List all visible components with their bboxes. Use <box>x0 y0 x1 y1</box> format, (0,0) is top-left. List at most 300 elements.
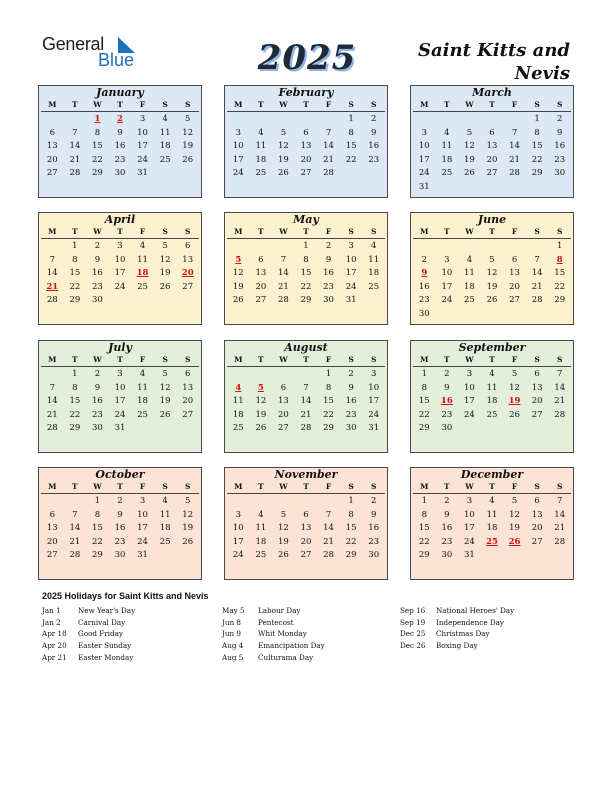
day-cell: 25 <box>159 536 171 547</box>
day-cell: 3 <box>421 127 427 138</box>
day-cell: 4 <box>466 254 473 265</box>
day-cell: 20 <box>300 536 312 547</box>
day-cell: 4 <box>258 127 264 138</box>
weekday-label: W <box>93 355 102 364</box>
day-cell: 21 <box>300 409 312 420</box>
holiday-row <box>42 640 135 652</box>
day-cell: 31 <box>418 181 430 192</box>
weekday-label: M <box>420 482 429 491</box>
day-cell: 14 <box>46 396 58 407</box>
day-cell: 5 <box>489 254 495 265</box>
day-cell: 20 <box>46 536 58 547</box>
country-title <box>370 39 570 85</box>
day-cell: 20 <box>531 396 543 407</box>
holiday-row <box>400 605 514 617</box>
day-cell: 15 <box>323 396 334 407</box>
day-grid <box>41 368 199 436</box>
weekday-label: M <box>234 227 243 236</box>
day-cell: 4 <box>162 496 168 506</box>
day-cell: 8 <box>534 127 540 138</box>
day-cell: 30 <box>368 550 380 561</box>
weekday-label: S <box>370 355 377 364</box>
weekday-header <box>41 226 199 239</box>
day-cell: 11 <box>159 127 171 138</box>
day-cell: 7 <box>49 382 55 393</box>
day-cell: 24 <box>345 281 357 292</box>
holiday-name: Good Friday <box>78 629 123 639</box>
day-cell: 8 <box>325 382 332 393</box>
day-cell: 11 <box>486 382 498 393</box>
holiday-date: Jun 8 <box>222 617 241 627</box>
empty-day-cell <box>436 113 459 127</box>
weekday-header <box>413 226 571 239</box>
holiday-name: Easter Sunday <box>78 641 132 651</box>
holiday-day-cell: 26 <box>508 536 521 547</box>
empty-day-cell <box>503 113 526 127</box>
weekday-header <box>413 99 571 112</box>
weekday-header <box>413 354 571 367</box>
day-cell: 5 <box>184 114 191 124</box>
day-cell: 15 <box>92 141 103 152</box>
holiday-day-cell: 9 <box>421 268 428 279</box>
day-cell: 8 <box>94 127 101 138</box>
weekday-label: S <box>162 482 168 491</box>
month-february <box>224 85 388 198</box>
day-cell: 2 <box>94 241 101 251</box>
day-cell: 19 <box>278 154 289 165</box>
day-cell: 1 <box>325 369 332 379</box>
day-cell: 19 <box>182 523 194 534</box>
holiday-name: New Year's Day <box>78 606 136 615</box>
day-cell: 31 <box>137 550 148 561</box>
day-cell: 12 <box>486 268 498 279</box>
day-cell: 20 <box>300 154 312 165</box>
day-cell: 30 <box>345 423 357 434</box>
day-cell: 22 <box>418 536 430 547</box>
day-cell: 11 <box>486 509 498 520</box>
month-name: June <box>477 213 507 226</box>
weekday-label: T <box>444 482 450 491</box>
day-cell: 5 <box>184 496 191 506</box>
month-name: February <box>278 86 334 99</box>
month-december <box>410 467 574 580</box>
day-cell: 1 <box>421 369 427 379</box>
weekday-label: T <box>444 227 450 236</box>
day-cell: 23 <box>323 281 334 292</box>
day-cell: 27 <box>300 550 312 561</box>
weekday-label: W <box>465 227 474 236</box>
day-cell: 12 <box>509 382 520 393</box>
day-cell: 25 <box>159 154 171 165</box>
day-cell: 16 <box>114 141 126 152</box>
month-name: April <box>104 213 136 226</box>
holiday-day-cell: 8 <box>556 254 563 265</box>
day-cell: 5 <box>511 369 518 379</box>
day-cell: 13 <box>531 509 543 520</box>
weekday-label: T <box>72 482 78 491</box>
day-grid <box>227 240 385 308</box>
day-cell: 23 <box>368 154 380 165</box>
day-cell: 19 <box>509 523 520 534</box>
holiday-date: Apr 21 <box>42 652 67 662</box>
weekday-label: F <box>511 482 518 491</box>
weekday-header <box>227 481 385 494</box>
day-cell: 14 <box>323 523 334 534</box>
holiday-name: National Heroes' Day <box>436 606 515 615</box>
empty-day-cell <box>250 368 273 382</box>
holiday-column <box>222 605 325 663</box>
day-cell: 26 <box>278 168 289 179</box>
weekday-label: S <box>556 100 563 109</box>
month-name: August <box>284 341 328 354</box>
day-cell: 13 <box>46 141 58 152</box>
month-name: January <box>96 86 144 99</box>
holiday-day-cell: 21 <box>46 281 59 292</box>
day-cell: 19 <box>464 154 475 165</box>
day-cell: 22 <box>92 536 103 547</box>
day-cell: 9 <box>117 509 123 520</box>
month-name: December <box>460 468 524 481</box>
day-cell: 5 <box>162 241 168 251</box>
day-cell: 20 <box>509 281 520 292</box>
day-cell: 11 <box>137 382 148 393</box>
day-cell: 6 <box>49 509 55 520</box>
brand-word-general: General <box>42 34 104 54</box>
day-cell: 22 <box>531 154 543 165</box>
weekday-label: S <box>348 355 354 364</box>
holiday-date: Jan 2 <box>42 617 61 627</box>
holiday-day-cell: 18 <box>136 268 149 279</box>
day-cell: 15 <box>418 523 430 534</box>
holiday-name: Whit Monday <box>258 629 307 639</box>
month-name: September <box>458 341 526 354</box>
day-cell: 26 <box>509 409 520 420</box>
empty-day-cell <box>227 495 250 509</box>
day-cell: 4 <box>444 127 450 138</box>
weekday-label: W <box>465 355 474 364</box>
day-cell: 2 <box>444 496 450 506</box>
day-cell: 25 <box>441 168 453 179</box>
day-cell: 26 <box>182 536 194 547</box>
day-cell: 23 <box>418 295 430 306</box>
holiday-name: Christmas Day <box>436 629 490 639</box>
day-cell: 9 <box>117 127 123 138</box>
day-cell: 9 <box>94 254 101 265</box>
month-may <box>224 212 388 325</box>
month-name: October <box>95 468 145 481</box>
day-grid <box>227 113 385 181</box>
empty-day-cell <box>272 113 295 127</box>
weekday-label: M <box>234 355 243 364</box>
month-name: March <box>472 86 512 99</box>
day-cell: 3 <box>444 254 450 265</box>
weekday-label: T <box>489 355 495 364</box>
day-cell: 4 <box>489 369 495 379</box>
weekday-label: S <box>184 227 191 236</box>
weekday-label: T <box>72 355 78 364</box>
weekday-label: T <box>117 100 123 109</box>
holiday-date: Sep 19 <box>400 617 426 627</box>
empty-day-cell <box>64 495 87 509</box>
holiday-day-cell: 19 <box>508 396 521 407</box>
day-cell: 20 <box>486 154 498 165</box>
day-cell: 23 <box>554 154 566 165</box>
day-cell: 5 <box>280 509 287 520</box>
day-cell: 10 <box>418 141 430 152</box>
day-cell: 24 <box>137 154 148 165</box>
day-cell: 24 <box>232 550 244 561</box>
weekday-label: S <box>370 482 377 491</box>
month-july <box>38 340 202 453</box>
day-cell: 26 <box>182 154 194 165</box>
day-cell: 23 <box>368 536 380 547</box>
day-cell: 24 <box>464 536 475 547</box>
day-grid <box>227 495 385 563</box>
day-cell: 18 <box>159 523 171 534</box>
day-cell: 14 <box>278 268 289 279</box>
day-cell: 30 <box>114 550 126 561</box>
day-cell: 8 <box>421 509 427 520</box>
holiday-name: Carnival Day <box>78 617 126 627</box>
day-cell: 25 <box>232 423 244 434</box>
day-cell: 31 <box>368 423 380 434</box>
day-cell: 24 <box>464 409 475 420</box>
day-cell: 29 <box>323 423 334 434</box>
holiday-name: Easter Monday <box>78 652 134 662</box>
day-cell: 10 <box>114 254 126 265</box>
day-cell: 7 <box>49 254 55 265</box>
day-cell: 12 <box>509 509 520 520</box>
day-cell: 10 <box>368 382 380 393</box>
holiday-date: Dec 25 <box>400 629 426 639</box>
weekday-label: F <box>325 227 332 236</box>
day-cell: 26 <box>159 281 171 292</box>
day-grid <box>413 113 571 195</box>
weekday-label: M <box>234 100 243 109</box>
day-cell: 13 <box>182 382 194 393</box>
day-cell: 2 <box>117 496 123 506</box>
day-cell: 1 <box>72 241 78 251</box>
day-cell: 29 <box>300 295 312 306</box>
day-cell: 1 <box>94 496 101 506</box>
day-cell: 1 <box>556 241 563 251</box>
day-cell: 13 <box>509 268 520 279</box>
empty-day-cell <box>64 113 87 127</box>
holiday-date: May 5 <box>222 606 245 615</box>
day-cell: 17 <box>345 268 357 279</box>
weekday-label: F <box>139 227 146 236</box>
day-cell: 9 <box>370 509 377 520</box>
day-cell: 17 <box>137 523 148 534</box>
day-cell: 26 <box>278 550 289 561</box>
day-cell: 13 <box>278 396 289 407</box>
day-cell: 27 <box>486 168 498 179</box>
day-cell: 6 <box>303 127 309 138</box>
holiday-row <box>42 628 135 640</box>
weekday-label: T <box>117 482 123 491</box>
weekday-label: M <box>48 355 57 364</box>
day-cell: 12 <box>464 141 475 152</box>
day-cell: 8 <box>421 382 427 393</box>
holiday-name: Labour Day <box>258 606 301 615</box>
empty-day-cell <box>295 368 318 382</box>
day-cell: 22 <box>554 281 566 292</box>
empty-day-cell <box>272 240 295 254</box>
day-cell: 22 <box>300 281 312 292</box>
day-cell: 5 <box>280 127 287 138</box>
calendar-year: 2025 <box>257 38 357 78</box>
day-cell: 28 <box>554 409 566 420</box>
day-cell: 31 <box>464 550 475 561</box>
weekday-label: T <box>444 355 450 364</box>
day-cell: 5 <box>466 127 473 138</box>
day-cell: 16 <box>114 523 126 534</box>
day-cell: 2 <box>348 369 354 379</box>
day-cell: 21 <box>323 536 334 547</box>
day-cell: 17 <box>441 281 453 292</box>
weekday-label: S <box>348 100 354 109</box>
day-cell: 13 <box>182 254 194 265</box>
day-cell: 18 <box>368 268 380 279</box>
day-cell: 28 <box>278 295 289 306</box>
empty-day-cell <box>250 240 273 254</box>
empty-day-cell <box>481 240 504 254</box>
empty-day-cell <box>458 240 481 254</box>
day-cell: 21 <box>509 154 520 165</box>
empty-day-cell <box>227 240 250 254</box>
day-cell: 27 <box>278 423 289 434</box>
day-cell: 19 <box>159 268 171 279</box>
day-cell: 19 <box>486 281 498 292</box>
day-cell: 16 <box>441 523 453 534</box>
empty-day-cell <box>436 240 459 254</box>
weekday-label: T <box>303 355 309 364</box>
day-cell: 28 <box>46 423 58 434</box>
day-cell: 10 <box>464 382 475 393</box>
day-cell: 16 <box>368 141 380 152</box>
holiday-day-cell: 1 <box>94 114 101 124</box>
day-cell: 29 <box>92 550 103 561</box>
day-cell: 27 <box>531 409 543 420</box>
day-cell: 2 <box>325 241 332 251</box>
day-cell: 22 <box>418 409 430 420</box>
weekday-label: M <box>48 227 57 236</box>
holiday-row <box>222 617 325 629</box>
day-cell: 21 <box>278 281 289 292</box>
day-cell: 19 <box>255 409 267 420</box>
day-cell: 27 <box>300 168 312 179</box>
day-cell: 22 <box>345 154 357 165</box>
day-cell: 5 <box>511 496 518 506</box>
weekday-label: S <box>184 482 191 491</box>
weekday-header <box>41 354 199 367</box>
weekday-header <box>413 481 571 494</box>
day-cell: 29 <box>418 550 430 561</box>
day-cell: 18 <box>464 281 475 292</box>
day-cell: 12 <box>159 254 171 265</box>
weekday-label: W <box>279 482 288 491</box>
day-cell: 15 <box>92 523 103 534</box>
day-cell: 10 <box>137 509 148 520</box>
day-cell: 12 <box>278 523 289 534</box>
day-cell: 18 <box>137 396 148 407</box>
day-cell: 8 <box>348 509 354 520</box>
day-cell: 25 <box>464 295 475 306</box>
day-cell: 21 <box>69 154 81 165</box>
weekday-label: S <box>162 100 168 109</box>
holiday-row <box>222 605 325 617</box>
day-cell: 3 <box>235 509 241 520</box>
weekday-label: M <box>420 227 429 236</box>
day-cell: 20 <box>531 523 543 534</box>
day-cell: 30 <box>418 308 430 319</box>
day-cell: 2 <box>370 496 377 506</box>
day-cell: 14 <box>554 382 566 393</box>
weekday-label: S <box>162 355 168 364</box>
day-cell: 2 <box>444 369 450 379</box>
day-cell: 28 <box>531 295 543 306</box>
day-cell: 19 <box>232 281 244 292</box>
day-cell: 19 <box>182 141 194 152</box>
day-cell: 31 <box>137 168 148 179</box>
day-cell: 1 <box>348 114 354 124</box>
day-cell: 8 <box>94 509 101 520</box>
day-cell: 6 <box>258 254 264 265</box>
month-october <box>38 467 202 580</box>
day-cell: 18 <box>486 396 498 407</box>
day-cell: 23 <box>345 409 357 420</box>
weekday-label: T <box>444 100 450 109</box>
day-cell: 27 <box>531 536 543 547</box>
day-grid <box>413 368 571 436</box>
weekday-label: S <box>184 100 191 109</box>
weekday-label: T <box>489 227 495 236</box>
day-cell: 11 <box>159 509 171 520</box>
day-cell: 7 <box>534 254 540 265</box>
day-cell: 9 <box>94 382 101 393</box>
holidays-title: 2025 Holidays for Saint Kitts and Nevis <box>42 591 209 601</box>
day-cell: 16 <box>92 396 103 407</box>
holiday-row <box>222 640 325 652</box>
day-cell: 3 <box>117 241 123 251</box>
empty-day-cell <box>41 113 64 127</box>
holiday-date: Aug 4 <box>222 641 244 651</box>
weekday-label: M <box>48 100 57 109</box>
day-cell: 9 <box>325 254 332 265</box>
day-cell: 15 <box>531 141 543 152</box>
weekday-label: M <box>420 100 429 109</box>
weekday-header <box>41 99 199 112</box>
day-cell: 14 <box>69 141 81 152</box>
day-cell: 29 <box>418 423 430 434</box>
weekday-label: S <box>556 355 563 364</box>
day-cell: 6 <box>184 369 191 379</box>
day-cell: 15 <box>300 268 312 279</box>
empty-day-cell <box>295 495 318 509</box>
weekday-label: F <box>139 355 146 364</box>
day-cell: 28 <box>69 550 81 561</box>
weekday-label: W <box>279 355 288 364</box>
day-cell: 26 <box>255 423 267 434</box>
weekday-label: T <box>117 355 123 364</box>
day-cell: 27 <box>46 168 58 179</box>
day-cell: 13 <box>300 141 312 152</box>
day-cell: 9 <box>348 382 354 393</box>
holiday-name: Independence Day <box>436 617 504 627</box>
day-cell: 27 <box>509 295 520 306</box>
day-cell: 21 <box>323 154 334 165</box>
day-cell: 24 <box>418 168 430 179</box>
